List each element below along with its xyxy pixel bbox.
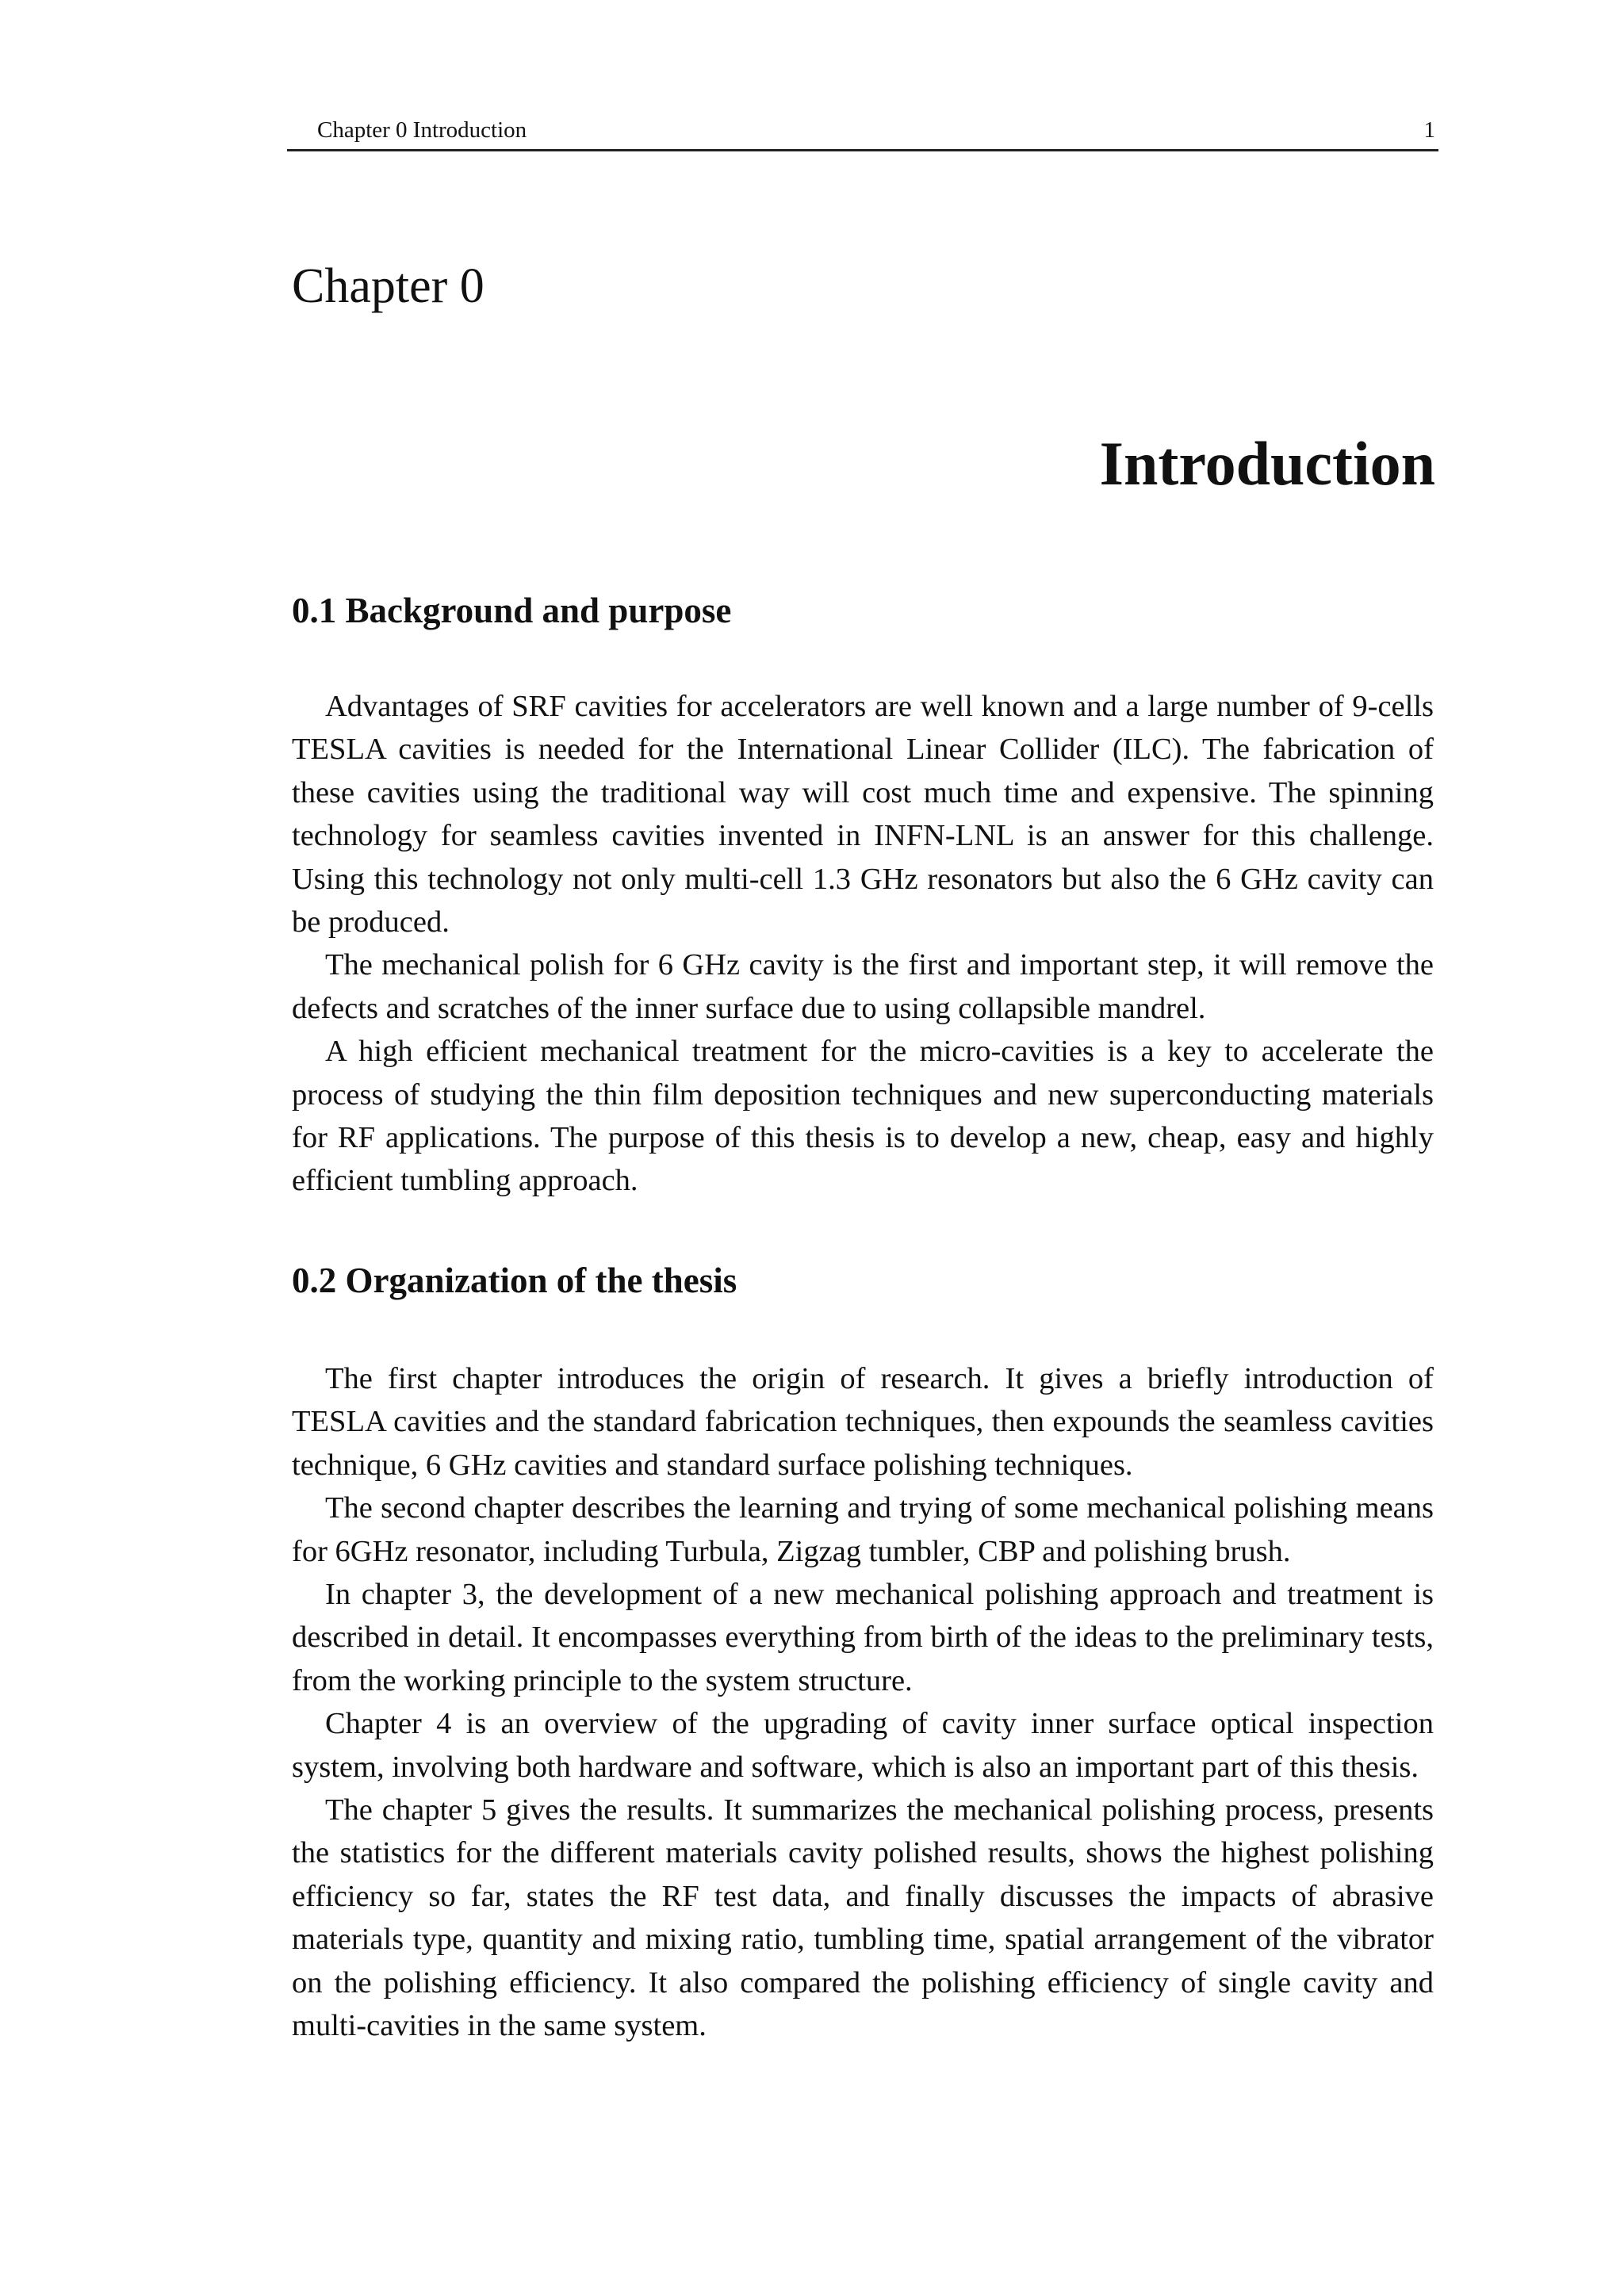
- paragraph: In chapter 3, the development of a new mechanical polishing approach and treatment is described in detail. It encompasses everything from birth of the ideas to the preliminary tests, from the working principle to the system structure.: [292, 1578, 1434, 1697]
- page-number: 1: [1423, 117, 1435, 143]
- paragraph: A high efficient mechanical treatment for the micro-cavities is a key to accelerate the process of studying the thin film deposition techniques and new superconducting materials for RF applications. The purpose of this thesis is to develop a new, cheap, easy and highly efficient tumbling approach.: [292, 1035, 1434, 1198]
- running-header: [287, 117, 1438, 151]
- paragraph: The chapter 5 gives the results. It summarizes the mechanical polishing process, presents the statistics for the different materials cavity polished results, shows the highest polishing efficiency so far, states the RF test data, and finally discusses the impacts of abrasive materials type, quantity and mixing ratio, tumbling time, spatial arrangement of the vibrator on the polishing efficiency. It also compared the polishing efficiency of single cavity and multi-cavities in the same system.: [292, 1793, 1434, 2043]
- chapter-label: Chapter 0: [292, 259, 485, 313]
- section-body-organization: [292, 1357, 1434, 2048]
- chapter-title: Introduction: [1099, 429, 1435, 498]
- running-header-title: Chapter 0 Introduction: [317, 117, 527, 143]
- paragraph: The second chapter describes the learning and trying of some mechanical polishing means for 6GHz resonator, including Turbula, Zigzag tumbler, CBP and polishing brush.: [292, 1491, 1434, 1568]
- paragraph: The mechanical polish for 6 GHz cavity is the first and important step, it will remove the defects and scratches of the inner surface due to using collapsible mandrel.: [292, 948, 1434, 1025]
- paragraph: Advantages of SRF cavities for accelerators are well known and a large number of 9-cells TESLA cavities is needed for the International Linear Collider (ILC). The fabrication of these cavities using the traditional way will cost much time and expensive. The spinning technology for seamless cavities invented in INFN-LNL is an answer for this challenge. Using this technology not only multi-cell 1.3 GHz resonators but also the 6 GHz cavity can be produced.: [292, 690, 1434, 939]
- section-body-background: [292, 685, 1434, 1203]
- section-heading-organization: 0.2 Organization of the thesis: [292, 1261, 737, 1300]
- paragraph: Chapter 4 is an overview of the upgrading of cavity inner surface optical inspection system, involving both hardware and software, which is also an important part of this thesis.: [292, 1707, 1434, 1784]
- paragraph: The first chapter introduces the origin of research. It gives a briefly introduction of TESLA cavities and the standard fabrication techniques, then expounds the seamless cavities technique, 6 GHz cavities and standard surface polishing techniques.: [292, 1362, 1434, 1482]
- section-heading-background: 0.1 Background and purpose: [292, 591, 732, 630]
